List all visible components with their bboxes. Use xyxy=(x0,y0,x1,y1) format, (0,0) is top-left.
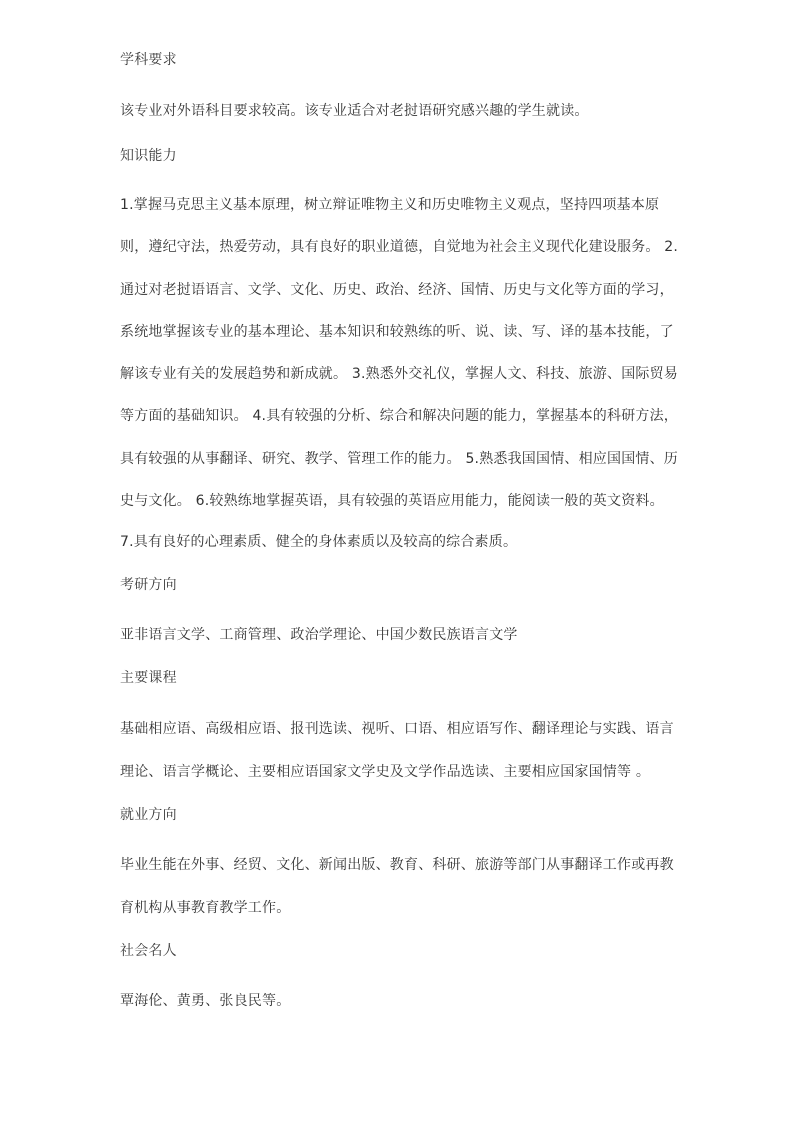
paragraph-line: 系统地掌握该专业的基本理论、基本知识和较熟练的听、说、读、写、译的基本技能，了 xyxy=(120,324,674,340)
paragraph-line: 1.掌握马克思主义基本原理，树立辩证唯物主义和历史唯物主义观点，坚持四项基本原 xyxy=(120,197,660,213)
paragraph-line: 解该专业有关的发展趋势和新成就。 3.熟悉外交礼仪，掌握人文、科技、旅游、国际贸易 xyxy=(120,366,679,382)
paragraph-line: 史与文化。 6.较熟练地掌握英语，具有较强的英语应用能力，能阅读一般的英文资料。 xyxy=(120,493,664,509)
paragraph-line: 则，遵纪守法，热爱劳动，具有良好的职业道德，自觉地为社会主义现代化建设服务。 2. xyxy=(120,239,679,255)
section-heading-career: 就业方向 xyxy=(120,807,177,823)
paragraph-line: 理论、语言学概论、主要相应语国家文学史及文学作品选读、主要相应国家国情等 。 xyxy=(120,764,651,780)
paragraph-line: 亚非语言文学、工商管理、政治学理论、中国少数民族语言文学 xyxy=(120,627,518,643)
paragraph-line: 该专业对外语科目要求较高。该专业适合对老挝语研究感兴趣的学生就读。 xyxy=(120,103,589,119)
section-heading-graduate-study: 考研方向 xyxy=(120,577,177,593)
section-heading-knowledge-ability: 知识能力 xyxy=(120,148,177,164)
section-heading-notable-people: 社会名人 xyxy=(120,943,177,959)
paragraph-line: 毕业生能在外事、经贸、文化、新闻出版、教育、科研、旅游等部门从事翻译工作或再教 xyxy=(120,857,674,873)
paragraph-line: 等方面的基础知识。 4.具有较强的分析、综合和解决问题的能力，掌握基本的科研方法， xyxy=(120,408,679,424)
section-heading-subject-requirements: 学科要求 xyxy=(120,52,177,68)
paragraph-line: 基础相应语、高级相应语、报刊选读、视听、口语、相应语写作、翻译理论与实践、语言 xyxy=(120,721,674,737)
paragraph-line: 具有较强的从事翻译、研究、教学、管理工作的能力。 5.熟悉我国国情、相应国国情、历 xyxy=(120,451,679,467)
paragraph-line: 育机构从事教育教学工作。 xyxy=(120,900,291,916)
section-heading-main-courses: 主要课程 xyxy=(120,670,177,686)
paragraph-line: 通过对老挝语语言、文学、文化、历史、政治、经济、国情、历史与文化等方面的学习， xyxy=(120,282,674,298)
paragraph-line: 覃海伦、黄勇、张良民等。 xyxy=(120,993,291,1009)
paragraph-line: 7.具有良好的心理素质、健全的身体素质以及较高的综合素质。 xyxy=(120,534,518,550)
